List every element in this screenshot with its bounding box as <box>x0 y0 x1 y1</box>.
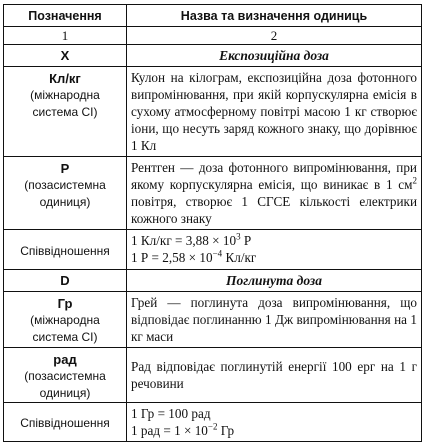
units-table <box>3 4 422 442</box>
ratio-text: 1 рад = 1 × 10 <box>131 423 208 438</box>
table-row <box>4 348 422 403</box>
ratio-line-1: 1 Гр = 100 рад <box>131 406 211 421</box>
ratio-text: 1 Кл/кг = 3,88 × 10 <box>131 233 237 248</box>
section-d-title: Поглинута доза <box>127 270 422 292</box>
ratio-line-2 <box>131 422 417 439</box>
exponent: −2 <box>207 421 218 432</box>
unit-symbol: рад <box>53 352 77 367</box>
ratio-line-1 <box>131 232 417 249</box>
exponent: 3 <box>236 231 241 242</box>
ratio-values-d <box>127 403 422 442</box>
column-number-row <box>4 27 422 45</box>
table-row <box>4 67 422 157</box>
definition-gr: Грей — поглинута доза випромінювання, що відповідає поглинанню 1 Дж випромінювання на 1 кг маси <box>127 292 422 348</box>
header-row <box>4 5 422 27</box>
exponent: −4 <box>212 248 223 259</box>
definition-kl-kg: Кулон на кілограм, експозиційна доза фотонного випромінювання, при якій корпускулярна емісія в сухому атмосферному повітрі масою 1 кг створює іони, що несуть заряд кожного знаку, що дорівнює 1 Кл <box>127 67 422 157</box>
definition-r <box>127 157 422 230</box>
ratio-values-x <box>127 230 422 270</box>
table-row <box>4 292 422 348</box>
ratio-text: 1 Р = 2,58 × 10 <box>131 250 213 265</box>
section-x-letter: X <box>4 45 127 67</box>
section-header-d <box>4 270 422 292</box>
ratio-label: Співвідношення <box>20 243 110 258</box>
definition-text: Рентген — доза фотонного випромінювання, при якому корпускулярна емісія, що виникає в 1 см <box>131 160 417 192</box>
superscript: 2 <box>412 175 417 186</box>
header-designation: Позначення <box>4 5 127 27</box>
table-row <box>4 403 422 442</box>
definition-text: повітря, створює 1 СГСЕ кількості електрики кожного знаку <box>131 194 417 226</box>
ratio-line-2 <box>131 249 417 266</box>
column-number-2: 2 <box>127 27 422 45</box>
unit-system: (міжнародна система СІ) <box>30 313 100 344</box>
ratio-label-cell <box>4 230 127 270</box>
unit-system: (позасистемна одиниця) <box>24 178 106 209</box>
ratio-unit: Р <box>240 233 252 248</box>
section-x-title: Експозиційна доза <box>127 45 422 67</box>
unit-system: (міжнародна система СІ) <box>30 88 100 119</box>
table-row <box>4 230 422 270</box>
unit-cell-rad <box>4 348 127 403</box>
unit-symbol: Р <box>60 161 70 176</box>
ratio-unit: Гр <box>217 423 235 438</box>
header-name-definition: Назва та визначення одиниць <box>127 5 422 27</box>
table-row <box>4 157 422 230</box>
unit-symbol: Гр <box>57 296 73 311</box>
unit-cell-gr <box>4 292 127 348</box>
ratio-unit: Кл/кг <box>222 250 257 265</box>
ratio-label: Співвідношення <box>20 416 110 430</box>
unit-cell-kl-kg <box>4 67 127 157</box>
ratio-label-cell <box>4 403 127 442</box>
column-number-1: 1 <box>4 27 127 45</box>
section-d-letter: D <box>4 270 127 292</box>
definition-rad: Рад відповідає поглинутій енергії 100 ерг на 1 г речовини <box>127 348 422 403</box>
unit-system: (позасистемна одиниця) <box>24 369 106 400</box>
section-header-x <box>4 45 422 67</box>
unit-symbol: Кл/кг <box>49 71 81 86</box>
unit-cell-r <box>4 157 127 230</box>
